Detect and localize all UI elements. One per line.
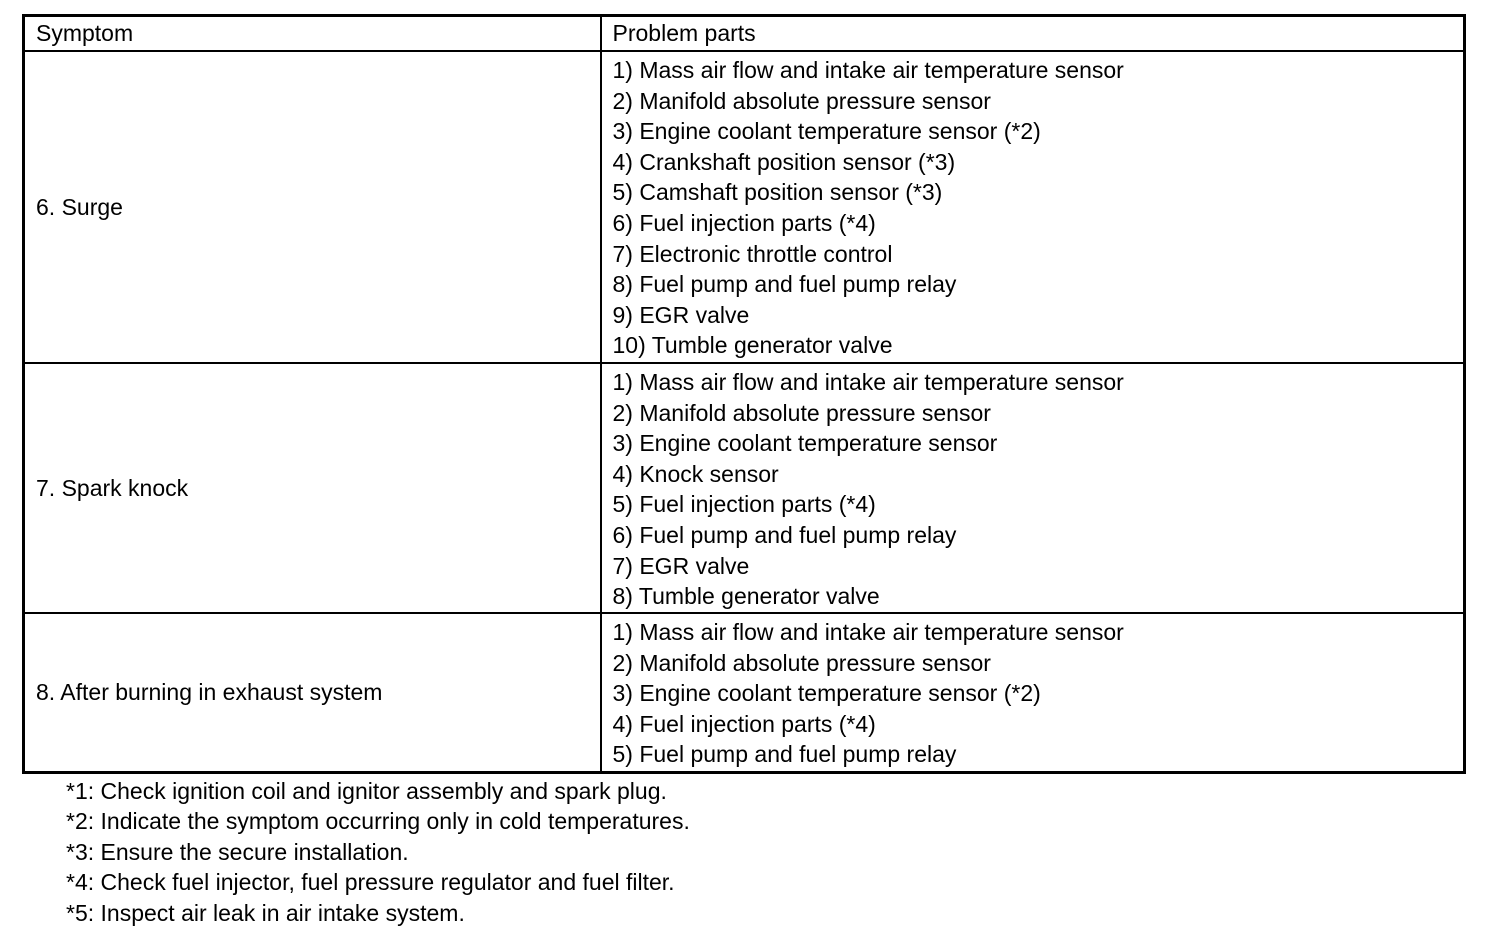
problem-parts-cell [601, 51, 1465, 363]
table-row-spark-knock [24, 363, 1465, 613]
part-item: 5) Fuel pump and fuel pump relay [612, 741, 957, 768]
footnotes [66, 776, 690, 928]
part-item: 4) Knock sensor [612, 460, 779, 487]
footnote: *3: Ensure the secure installation. [66, 838, 409, 865]
part-item: 4) Fuel injection parts (*4) [612, 710, 876, 737]
problem-parts-column-header: Problem parts [601, 16, 1465, 52]
part-item: 2) Manifold absolute pressure sensor [612, 87, 991, 114]
part-item: 7) Electronic throttle control [612, 240, 893, 267]
table-row-after-burning [24, 613, 1465, 773]
problem-parts-cell [601, 613, 1465, 773]
part-item: 6) Fuel injection parts (*4) [612, 209, 876, 236]
problem-parts-cell [601, 363, 1465, 613]
part-item: 2) Manifold absolute pressure sensor [612, 649, 991, 676]
symptom-column-header: Symptom [24, 16, 601, 52]
part-item: 7) EGR valve [612, 552, 750, 579]
symptom-cell: 6. Surge [24, 51, 601, 363]
part-item: 3) Engine coolant temperature sensor [612, 430, 998, 457]
part-item: 4) Crankshaft position sensor (*3) [612, 148, 956, 175]
part-item: 1) Mass air flow and intake air temperature sensor [612, 619, 1124, 645]
part-item: 9) EGR valve [612, 301, 750, 328]
part-item: 1) Mass air flow and intake air temperature sensor [612, 369, 1124, 395]
part-item: 2) Manifold absolute pressure sensor [612, 399, 991, 426]
symptom-cell: 7. Spark knock [24, 363, 601, 613]
footnote: *4: Check fuel injector, fuel pressure regulator and fuel filter. [66, 869, 675, 896]
part-item: 8) Tumble generator valve [612, 583, 880, 610]
part-item: 3) Engine coolant temperature sensor (*2) [612, 118, 1041, 145]
part-item: 5) Fuel injection parts (*4) [612, 491, 876, 518]
part-item: 1) Mass air flow and intake air temperature sensor [612, 57, 1124, 83]
footnote: *2: Indicate the symptom occurring only in cold temperatures. [66, 808, 690, 835]
table-header-row [24, 16, 1465, 52]
footnote: *1: Check ignition coil and ignitor assembly and spark plug. [66, 778, 667, 804]
footnote: *5: Inspect air leak in air intake system. [66, 899, 465, 926]
part-item: 8) Fuel pump and fuel pump relay [612, 271, 957, 298]
symptom-cell: 8. After burning in exhaust system [24, 613, 601, 773]
part-item: 5) Camshaft position sensor (*3) [612, 179, 943, 206]
part-item: 6) Fuel pump and fuel pump relay [612, 521, 957, 548]
part-item: 3) Engine coolant temperature sensor (*2) [612, 680, 1041, 707]
part-item: 10) Tumble generator valve [612, 332, 893, 359]
problem-parts-table [22, 14, 1466, 774]
table-row-surge [24, 51, 1465, 363]
